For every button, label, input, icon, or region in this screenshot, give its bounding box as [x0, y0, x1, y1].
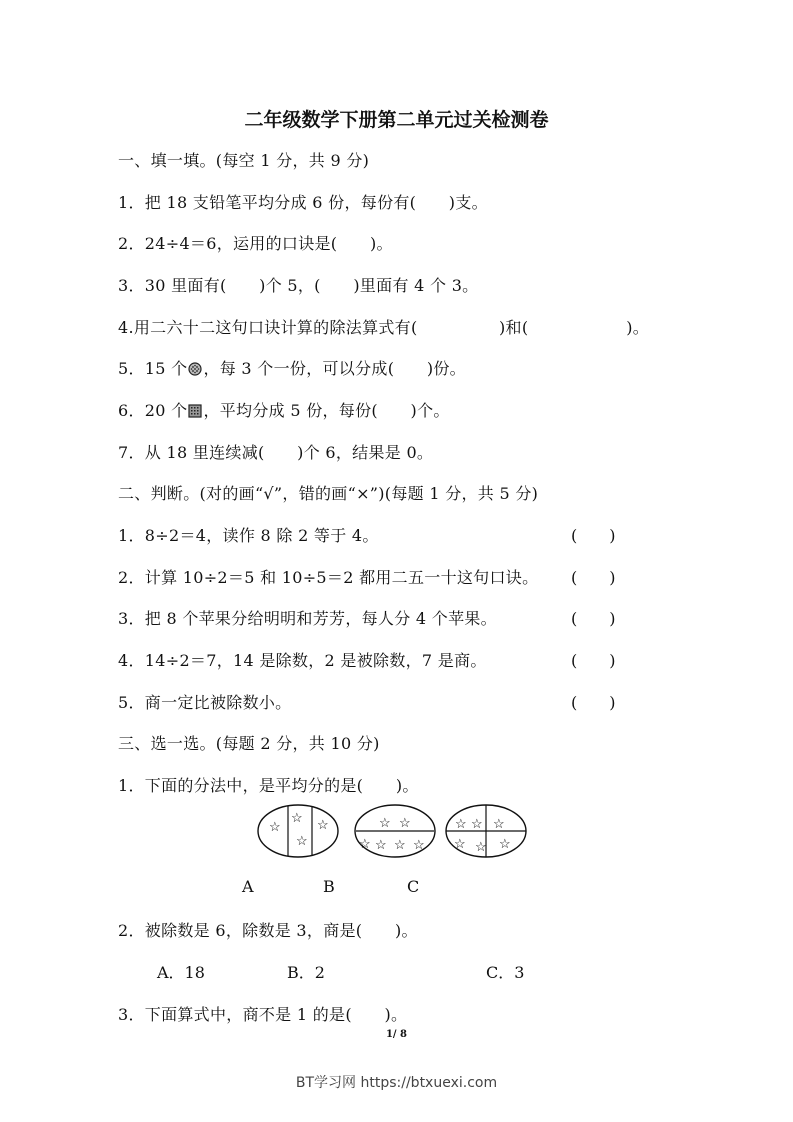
svg-text:☆: ☆ [269, 820, 281, 835]
svg-text:☆: ☆ [493, 817, 505, 832]
page-title: 二年级数学下册第二单元过关检测卷 [244, 109, 549, 131]
judge-item-3: 3．把 8 个苹果分给明明和芳芳，每人分 4 个苹果。 [118, 609, 497, 628]
section2-heading: 二、判断。(对的画“√”，错的画“×”)(每题 1 分，共 5 分) [118, 484, 539, 503]
question-1-6-prefix: 6．20 个 [118, 401, 188, 420]
judge-item-2: 2．计算 10÷2＝5 和 10÷5＝2 都用二五一十这句口诀。 [118, 568, 539, 587]
judge-answer-paren-5: ( ) [571, 693, 616, 712]
svg-text:☆: ☆ [394, 838, 406, 853]
dotted-square-icon [188, 404, 202, 418]
question-1-7: 7．从 18 里连续减( )个 6，结果是 0。 [118, 443, 434, 462]
question-1-5-suffix: ，每 3 个一份，可以分成( )份。 [203, 359, 466, 378]
question-1-5 [118, 356, 466, 379]
question-1-6-suffix: ，平均分成 5 份，每份( )个。 [203, 401, 450, 420]
choice-option-a: A．18 [157, 963, 205, 982]
figure-label-b: B [323, 877, 335, 896]
judge-item-4: 4．14÷2＝7，14 是除数，2 是被除数，7 是商。 [118, 651, 487, 670]
question-1-4: 4.用二六十二这句口诀计算的除法算式有( )和( )。 [118, 318, 650, 337]
svg-text:☆: ☆ [379, 816, 391, 831]
svg-text:☆: ☆ [291, 811, 303, 826]
svg-text:☆: ☆ [455, 817, 467, 832]
question-1-3: 3．30 里面有( )个 5，( )里面有 4 个 3。 [118, 276, 479, 295]
division-oval-figures [255, 800, 535, 862]
choice-option-b: B．2 [287, 963, 325, 982]
question-1-5-prefix: 5．15 个 [118, 359, 188, 378]
svg-text:☆: ☆ [359, 837, 371, 852]
svg-text:☆: ☆ [317, 818, 329, 833]
figure-label-a: A [242, 877, 254, 896]
svg-text:☆: ☆ [454, 837, 466, 852]
choice-option-c: C．3 [486, 963, 525, 982]
question-1-2: 2．24÷4＝6，运用的口诀是( )。 [118, 234, 393, 253]
judge-answer-paren-3: ( ) [571, 609, 616, 628]
choice-question-2: 2．被除数是 6，除数是 3，商是( )。 [118, 921, 418, 940]
footer-watermark: BT学习网 https://btxuexi.com [295, 1075, 498, 1091]
question-1-1: 1．把 18 支铅笔平均分成 6 份，每份有( )支。 [118, 193, 488, 212]
judge-answer-paren-1: ( ) [571, 526, 616, 545]
choice-question-3: 3．下面算式中，商不是 1 的是( )。 [118, 1005, 408, 1024]
judge-item-1: 1．8÷2＝4，读作 8 除 2 等于 4。 [118, 526, 379, 545]
section3-heading: 三、选一选。(每题 2 分，共 10 分) [118, 734, 380, 753]
svg-text:☆: ☆ [471, 817, 483, 832]
svg-text:☆: ☆ [475, 840, 487, 855]
oval-option-b [355, 805, 435, 857]
judge-answer-paren-2: ( ) [571, 568, 616, 587]
svg-text:☆: ☆ [413, 838, 425, 853]
question-1-6 [118, 398, 450, 421]
oval-option-a [258, 805, 338, 857]
choice-question-1: 1．下面的分法中，是平均分的是( )。 [118, 776, 419, 795]
figure-label-c: C [407, 877, 420, 896]
judge-item-5: 5．商一定比被除数小。 [118, 693, 292, 712]
dotted-circle-icon [188, 362, 202, 376]
page-number: 1/ 8 [385, 1029, 408, 1040]
section1-heading: 一、填一填。(每空 1 分，共 9 分) [118, 151, 370, 170]
oval-option-c [446, 805, 526, 857]
svg-text:☆: ☆ [296, 834, 308, 849]
svg-text:☆: ☆ [499, 837, 511, 852]
judge-answer-paren-4: ( ) [571, 651, 616, 670]
svg-text:☆: ☆ [375, 838, 387, 853]
svg-text:☆: ☆ [399, 816, 411, 831]
